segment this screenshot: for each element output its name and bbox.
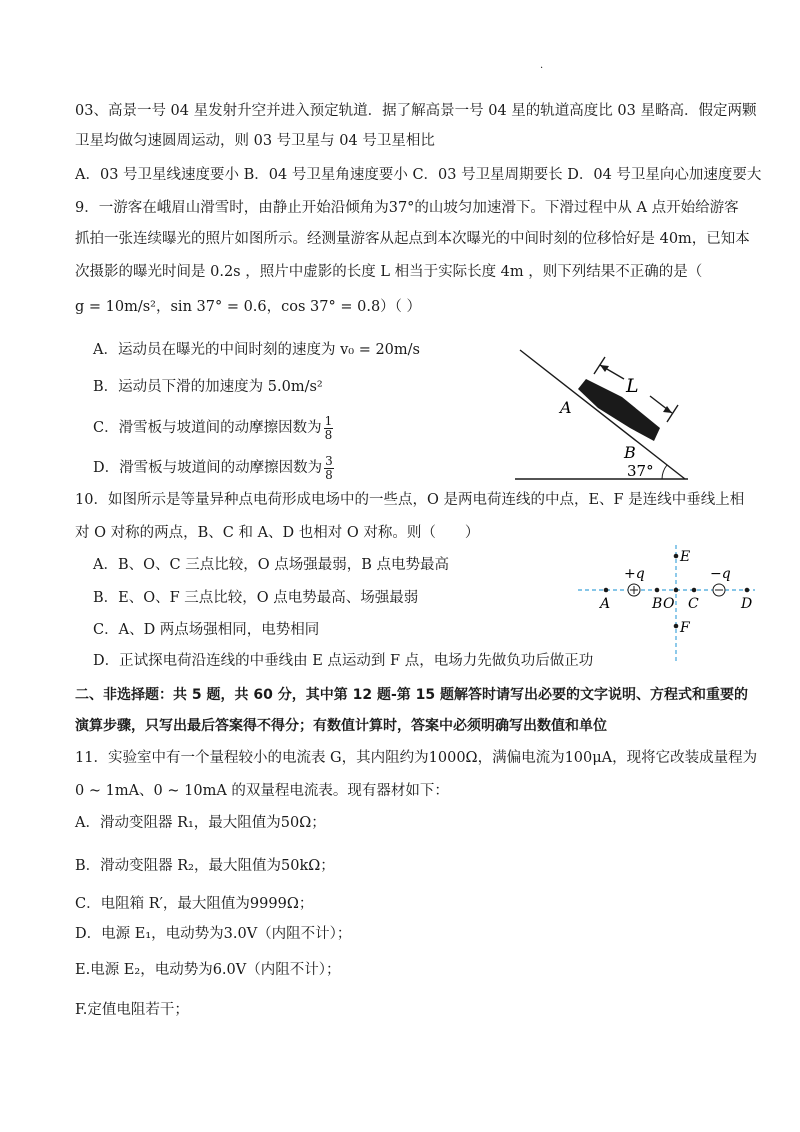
- q8-line1: 03、高景一号 04 星发射升空并进入预定轨道．据了解高景一号 04 星的轨道高度比 03 星略高．假定两颗: [75, 103, 757, 119]
- q11-item-b: B．滑动变阻器 R₂，最大阻值为50kΩ；: [75, 858, 335, 874]
- label-minus-q: −q: [710, 566, 731, 582]
- slope-line: [520, 350, 685, 479]
- q9-line2: 抓拍一张连续曝光的照片如图所示。经测量游客从起点到本次曝光的中间时刻的位移恰好是 40m，已知本: [75, 231, 750, 247]
- label-A-q10: A: [600, 596, 611, 612]
- label-L: L: [626, 375, 639, 397]
- label-angle: 37°: [627, 462, 654, 480]
- q10-option-a: A．B、O、C 三点比较，O 点场强最弱，B 点电势最高: [93, 557, 449, 573]
- q11-item-e: E.电源 E₂，电动势为6.0V（内阻不计）；: [75, 962, 341, 978]
- point-C: [692, 588, 697, 593]
- q9-line4: g = 10m/s²，sin 37° = 0.6，cos 37° = 0.8）（ ）: [75, 299, 422, 315]
- q9-option-d-text: D．滑雪板与坡道间的动摩擦因数为: [93, 460, 323, 476]
- q10-line2: 对 O 对称的两点，B、C 和 A、D 也相对 O 对称。则（ ）: [75, 525, 480, 541]
- dim-arrow-upper: [600, 365, 609, 372]
- label-D-q10: D: [741, 596, 753, 612]
- point-E: [674, 554, 679, 559]
- top-mark: .: [540, 60, 544, 71]
- q9-line3: 次摄影的曝光时间是 0.2s ，照片中虚影的长度 L 相当于实际长度 4m ，则下列结果不正确的是（: [75, 264, 703, 280]
- q9-line1: 9．一游客在峨眉山滑雪时，由静止开始沿倾角为37°的山坡匀加速滑下。下滑过程中从 A 点开始给游客: [75, 200, 739, 216]
- point-B: [655, 588, 660, 593]
- charges-figure: [570, 540, 760, 665]
- q11-item-a: A．滑动变阻器 R₁，最大阻值为50Ω；: [75, 815, 326, 831]
- q11-item-f: F.定值电阻若干；: [75, 1002, 189, 1018]
- label-C-q10: C: [688, 596, 699, 612]
- q9-option-c-fraction: $\frac{1}{8}$: [324, 413, 333, 442]
- q11-item-d: D．电源 E₁，电动势为3.0V（内阻不计）；: [75, 926, 352, 942]
- q9-option-d-fraction: $\frac{3}{8}$: [325, 453, 333, 482]
- label-F: F: [680, 620, 690, 636]
- q9-option-b: B．运动员下滑的加速度为 5.0m/s²: [93, 379, 323, 395]
- section2-line1: 二、非选择题：共 5 题，共 60 分，其中第 12 题-第 15 题解答时请写出必要的文字说明、方程式和重要的: [75, 687, 748, 703]
- q10-option-b: B．E、O、F 三点比较，O 点电势最高、场强最弱: [93, 590, 419, 606]
- point-A: [604, 588, 609, 593]
- q8-options: A．03 号卫星线速度要小 B．04 号卫星角速度要小 C．03 号卫星周期要长 D．04 号卫星向心加速度要大: [75, 167, 762, 183]
- label-B-q10: B: [652, 596, 663, 612]
- section2-line2: 演算步骤，只写出最后答案得不得分；有数值计算时，答案中必须明确写出数值和单位: [75, 718, 607, 734]
- q10-line1: 10．如图所示是等量异种点电荷形成电场中的一些点，O 是两电荷连线的中点，E、F 是连线中垂线上相: [75, 492, 745, 508]
- q9-option-c-text: C．滑雪板与坡道间的动摩擦因数为: [93, 420, 322, 436]
- dim-tick-lower: [667, 405, 678, 422]
- q10-option-c: C．A、D 两点场强相同，电势相同: [93, 622, 320, 638]
- q9-option-c: [93, 410, 333, 446]
- point-F: [674, 624, 679, 629]
- label-O: O: [663, 596, 675, 612]
- q9-option-a: A．运动员在曝光的中间时刻的速度为 v₀ = 20m/s: [93, 342, 420, 358]
- point-O: [674, 588, 679, 593]
- point-D: [745, 588, 750, 593]
- q8-line2: 卫星均做匀速圆周运动，则 03 号卫星与 04 号卫星相比: [75, 133, 435, 149]
- label-plus-q: +q: [624, 566, 645, 582]
- q10-option-d: D．正试探电荷沿连线的中垂线由 E 点运动到 F 点，电场力先做负功后做正功: [93, 653, 594, 669]
- skier-blur: [578, 379, 660, 441]
- slope-figure: [510, 345, 695, 485]
- q9-option-d: [93, 450, 334, 486]
- label-B: B: [624, 443, 636, 462]
- label-A: A: [560, 398, 572, 417]
- q11-line1: 11．实验室中有一个量程较小的电流表 G，其内阻约为1000Ω，满偏电流为100μA，现将它改装成量程为: [75, 750, 758, 766]
- label-E: E: [680, 549, 691, 565]
- q11-line2: 0 ~ 1mA、0 ~ 10mA 的双量程电流表。现有器材如下：: [75, 783, 449, 799]
- q11-item-c: C．电阻箱 R′，最大阻值为9999Ω；: [75, 896, 314, 912]
- angle-arc: [662, 465, 667, 479]
